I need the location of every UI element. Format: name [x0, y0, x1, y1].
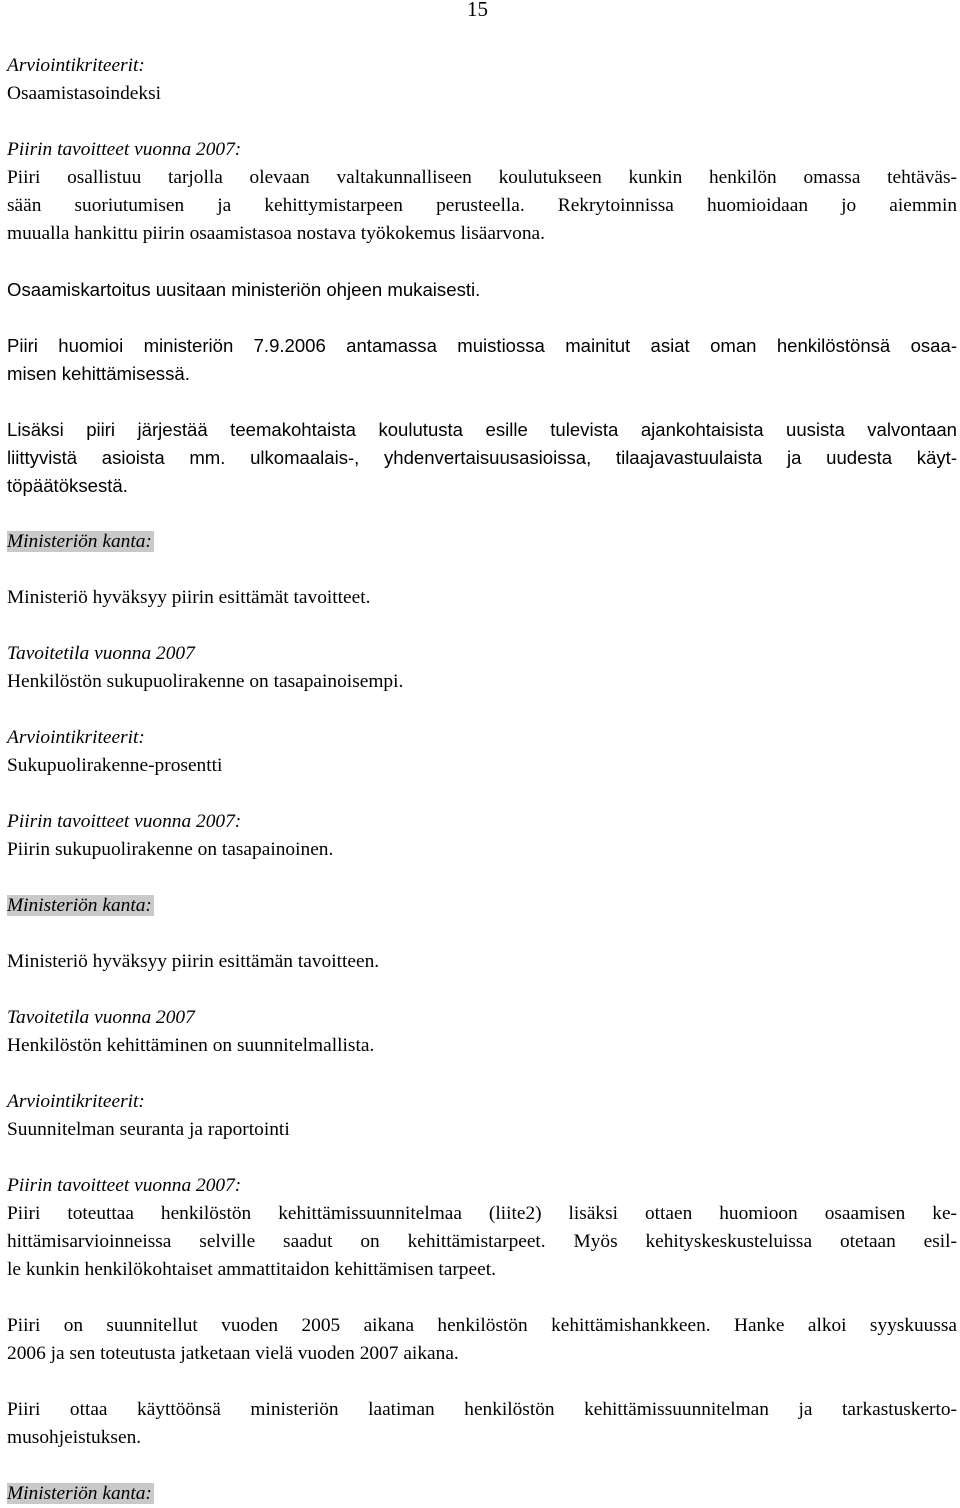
paragraph-line: Lisäksi piiri järjestää teemakohtaista koulutusta esille tulevista ajankohtaisista uusista valvontaan	[7, 419, 957, 440]
paragraph-line: töpäätöksestä.	[7, 475, 128, 496]
paragraph: Suunnitelman seuranta ja raportointi	[7, 1119, 290, 1140]
ministry-stance-label: Ministeriön kanta:	[7, 895, 152, 916]
paragraph-line: musohjeistuksen.	[7, 1427, 142, 1448]
paragraph-line: le kunkin henkilökohtaiset ammattitaidon kehittämisen tarpeet.	[7, 1259, 496, 1280]
paragraph: Henkilöstön kehittäminen on suunnitelmallista.	[7, 1035, 375, 1056]
paragraph: Ministeriö hyväksyy piirin esittämät tavoitteet.	[7, 587, 371, 608]
paragraph-line: Piiri osallistuu tarjolla olevaan valtakunnalliseen koulutukseen kunkin henkilön omassa tehtäväs-	[7, 167, 957, 188]
document-body	[7, 52, 957, 1508]
section-label: Arviointikriteerit:	[7, 727, 145, 748]
paragraph-line: 2006 ja sen toteutusta jatketaan vielä vuoden 2007 aikana.	[7, 1343, 459, 1364]
page-number: 15	[467, 0, 488, 21]
section-label: Piirin tavoitteet vuonna 2007:	[7, 811, 242, 832]
paragraph-line: Piiri ottaa käyttöönsä ministeriön laatiman henkilöstön kehittämissuunnitelman ja tarkastuskerto-	[7, 1399, 957, 1420]
paragraph-line: Piiri toteuttaa henkilöstön kehittämissuunnitelmaa (liite2) lisäksi ottaen huomioon osaamisen ke-	[7, 1203, 957, 1224]
paragraph-line: misen kehittämisessä.	[7, 363, 190, 384]
paragraph: Piirin sukupuolirakenne on tasapainoinen.	[7, 839, 334, 860]
section-label: Arviointikriteerit:	[7, 55, 145, 76]
section-label: Arviointikriteerit:	[7, 1091, 145, 1112]
paragraph-line: Piiri huomioi ministeriön 7.9.2006 antamassa muistiossa mainitut asiat oman henkilöstönsä osaa-	[7, 335, 957, 356]
ministry-stance-label: Ministeriön kanta:	[7, 1483, 152, 1504]
paragraph-line: Osaamiskartoitus uusitaan ministeriön ohjeen mukaisesti.	[7, 279, 481, 300]
section-label: Piirin tavoitteet vuonna 2007:	[7, 139, 242, 160]
paragraph-line: muualla hankittu piirin osaamistasoa nostava työkokemus lisäarvona.	[7, 223, 545, 244]
section-label: Tavoitetila vuonna 2007	[7, 1007, 195, 1028]
section-label: Piirin tavoitteet vuonna 2007:	[7, 1175, 242, 1196]
paragraph: Sukupuolirakenne-prosentti	[7, 755, 223, 776]
section-label: Tavoitetila vuonna 2007	[7, 643, 195, 664]
paragraph-line: liittyvistä asioista mm. ulkomaalais-, yhdenvertaisuusasioissa, tilaajavastuulaista ja uudesta käyt-	[7, 447, 957, 468]
paragraph: Henkilöstön sukupuolirakenne on tasapainoisempi.	[7, 671, 404, 692]
ministry-stance-label: Ministeriön kanta:	[7, 531, 152, 552]
paragraph-line: hittämisarvioinneissa selville saadut on kehittämistarpeet. Myös kehityskeskusteluissa otetaan esil-	[7, 1231, 957, 1252]
paragraph: Osaamistasoindeksi	[7, 83, 162, 104]
paragraph-line: Piiri on suunnitellut vuoden 2005 aikana henkilöstön kehittämishankkeen. Hanke alkoi syyskuussa	[7, 1315, 957, 1336]
paragraph: Ministeriö hyväksyy piirin esittämän tavoitteen.	[7, 951, 380, 972]
paragraph-line: sään suoriutumisen ja kehittymistarpeen perusteella. Rekrytoinnissa huomioidaan jo aiemmin	[7, 195, 957, 216]
